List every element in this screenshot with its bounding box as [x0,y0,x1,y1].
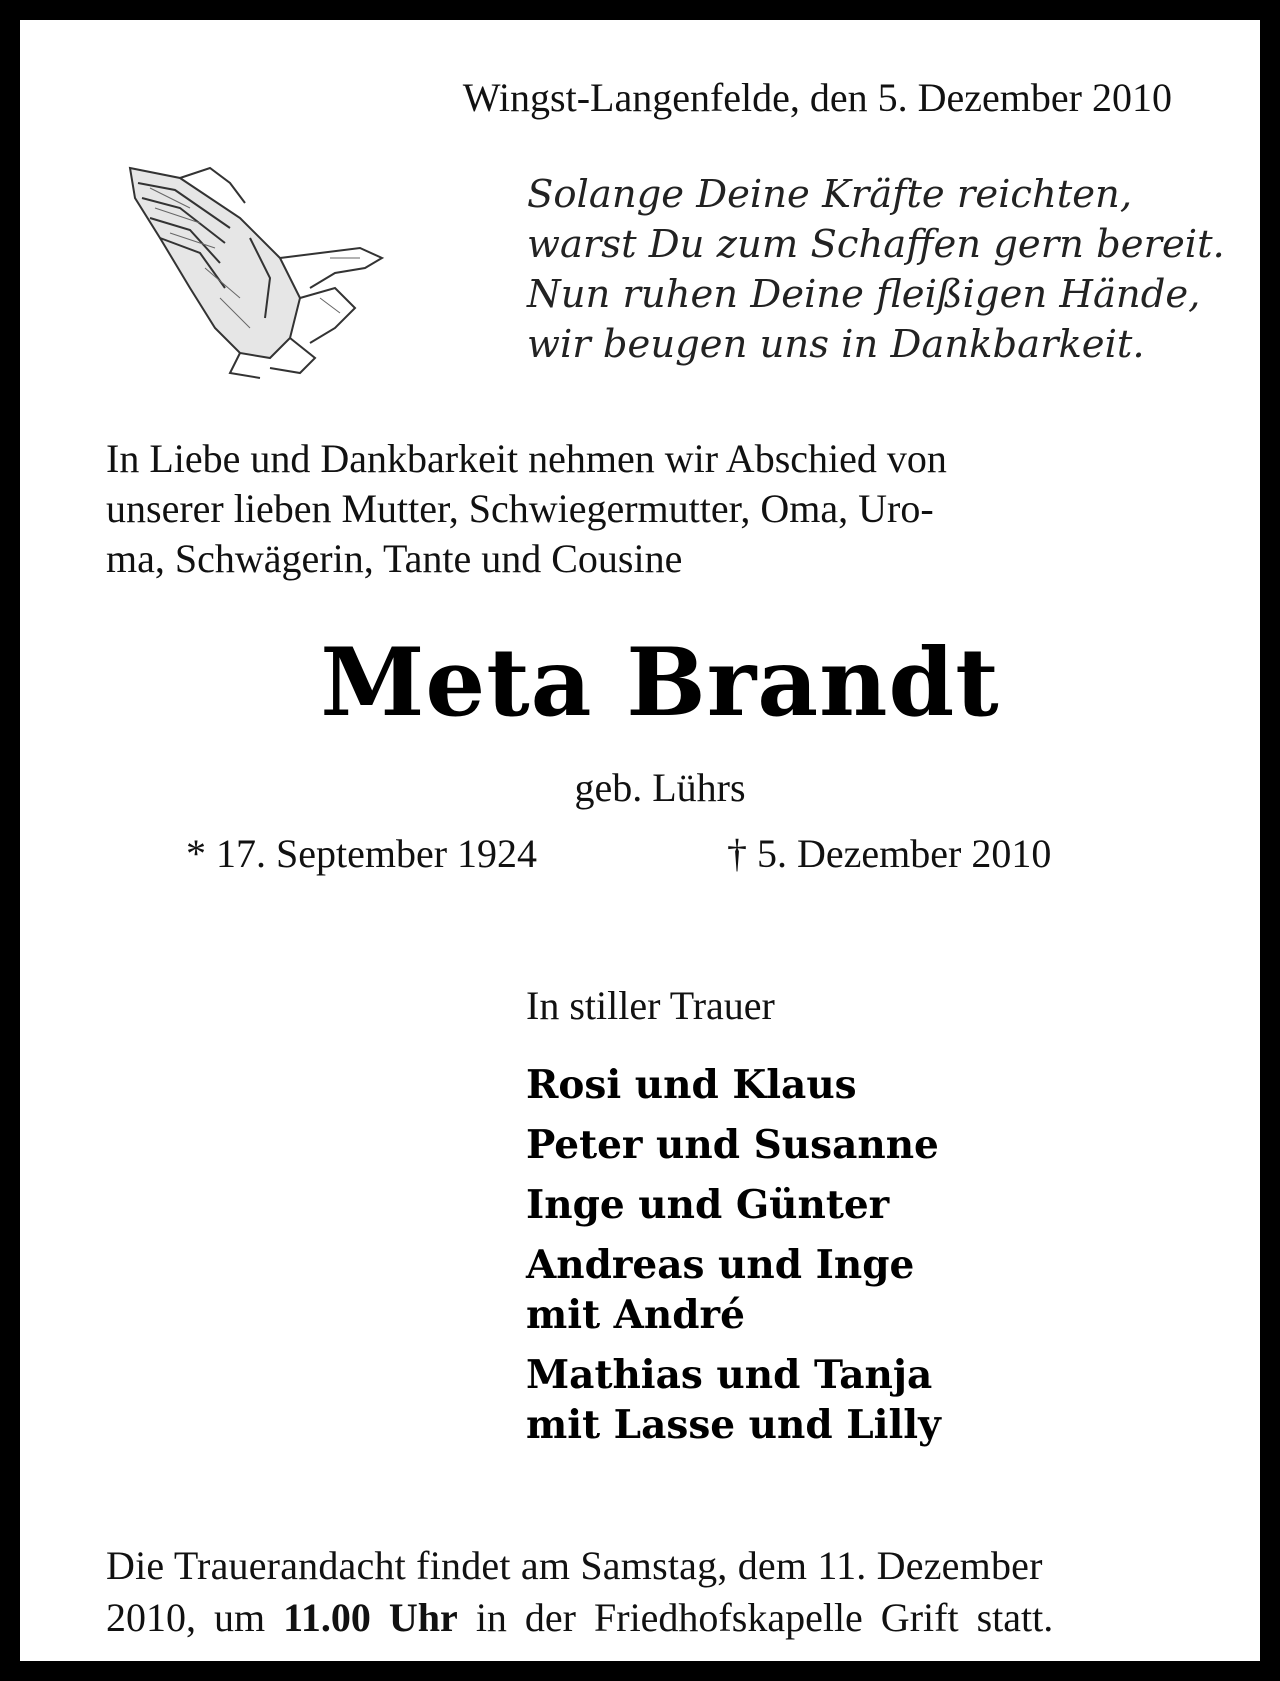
death-date: † 5. Dezember 2010 [727,831,1052,876]
mourner-name: Rosi und Klaus [526,1062,857,1108]
mourning-heading: In stiller Trauer [526,983,775,1028]
intro-line: unserer lieben Mutter, Schwiegermutter, Oma, Uro- [106,486,934,531]
intro-line: In Liebe und Dankbarkeit nehmen wir Abschied von [106,436,947,481]
mourner-name: Mathias und Tanja [526,1352,933,1398]
service-line: Die Trauerandacht findet am Samstag, dem 11. Dezember [106,1543,1043,1588]
mourner-name: Inge und Günter [526,1182,890,1228]
service-text: in der Friedhofskapelle Grift statt. [475,1595,1054,1640]
mourner-entry [526,1060,941,1110]
verse-line: Nun ruhen Deine fleißigen Hände, [527,272,1201,317]
mourner-children: mit Lasse und Lilly [526,1402,941,1448]
praying-hands-icon [120,158,390,383]
service-notice [106,1540,1221,1644]
service-text: 2010, um [106,1595,266,1640]
mourner-name: Andreas und Inge [526,1242,915,1288]
verse-line: Solange Deine Kräfte reichten, [527,172,1133,217]
deceased-name: Meta Brandt [320,628,1000,738]
maiden-name: geb. Lührs [574,765,746,810]
verse-line: warst Du zum Schaffen gern bereit. [527,222,1225,267]
mourner-entry [526,1120,941,1170]
verse [527,170,1225,370]
intro-line: ma, Schwägerin, Tante und Cousine [106,536,683,581]
mourner-entry [526,1350,941,1450]
intro-text [106,434,1216,584]
place-date-line: Wingst-Langenfelde, den 5. Dezember 2010 [462,75,1172,120]
birth-date: * 17. September 1924 [186,831,538,876]
verse-line: wir beugen uns in Dankbarkeit. [527,322,1145,367]
service-line [106,1592,1221,1644]
service-time: 11.00 Uhr [283,1595,458,1640]
mourner-entry [526,1180,941,1230]
mourner-entry [526,1240,941,1340]
mourner-children: mit André [526,1292,745,1338]
mourner-list [526,1060,941,1460]
mourner-name: Peter und Susanne [526,1122,939,1168]
